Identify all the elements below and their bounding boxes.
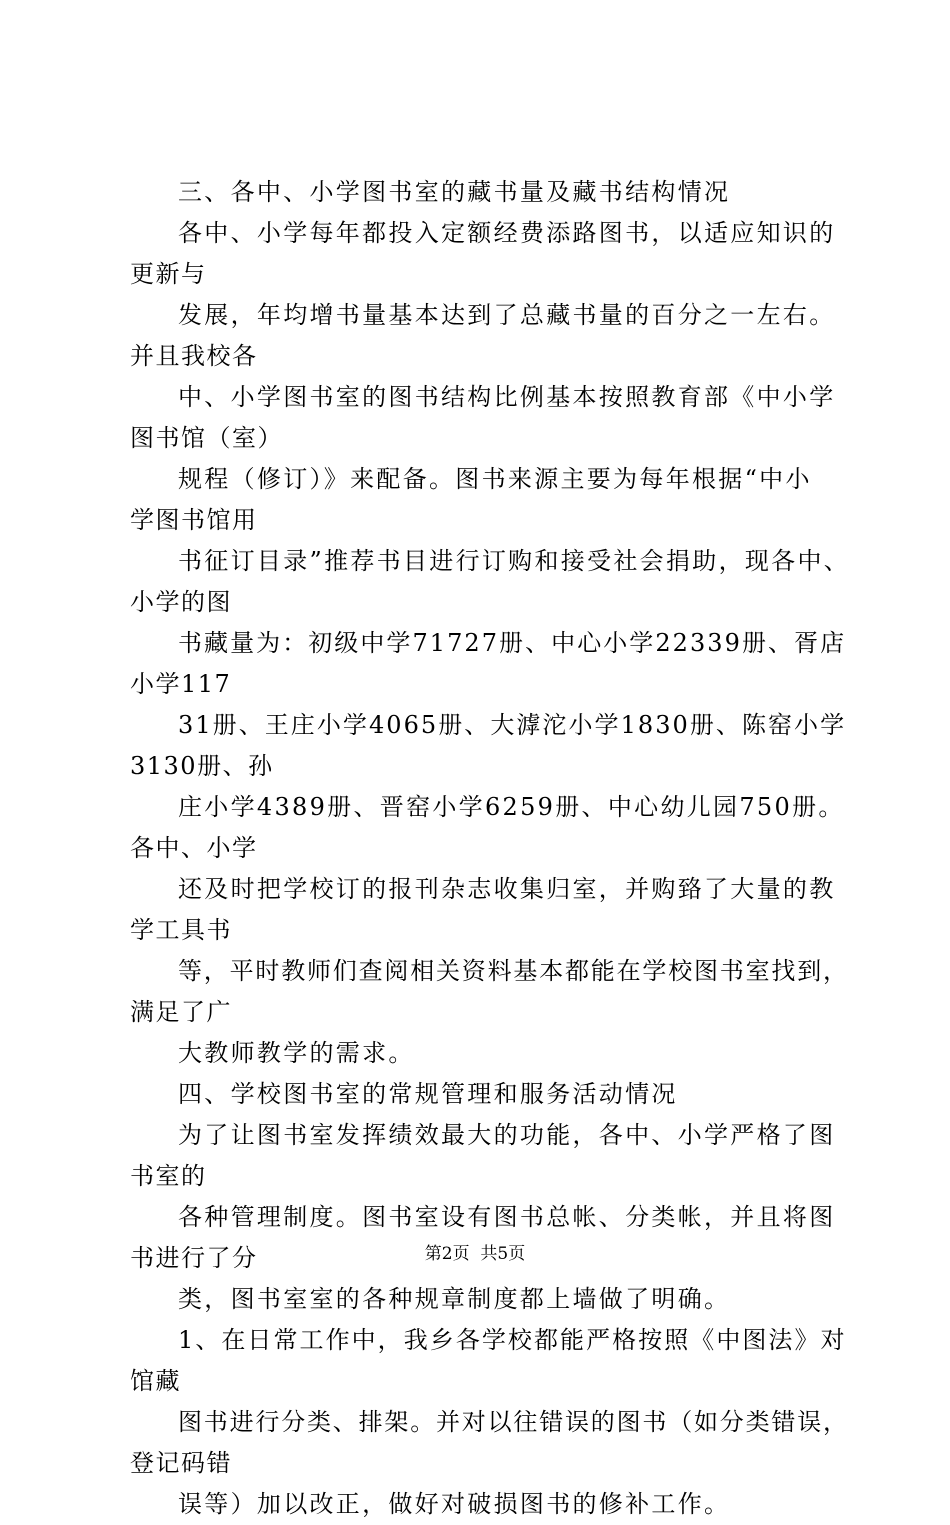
document-line: 各种管理制度。图书室设有图书总帐、分类帐，并且将图	[178, 1203, 836, 1231]
document-line: 书进行了分	[130, 1244, 258, 1272]
document-line: 图书进行分类、排架。并对以往错误的图书（如分类错误，	[178, 1408, 849, 1436]
document-line: 并且我校各	[130, 342, 258, 370]
document-line: 类，图书室室的各种规章制度都上墙做了明确。	[178, 1285, 731, 1313]
document-line: 小学117	[130, 670, 232, 698]
document-line: 登记码错	[130, 1449, 232, 1477]
document-line: 满足了广	[130, 998, 232, 1026]
document-line: 31册、王庄小学4065册、大滹沱小学1830册、陈窑小学	[178, 711, 847, 739]
document-line: 四、学校图书室的常规管理和服务活动情况	[178, 1080, 678, 1108]
document-line: 为了让图书室发挥绩效最大的功能，各中、小学严格了图	[178, 1121, 836, 1149]
document-line: 学工具书	[130, 916, 232, 944]
document-line: 庄小学4389册、晋窑小学6259册、中心幼儿园750册。	[178, 793, 845, 821]
document-line: 学图书馆用	[130, 506, 258, 534]
document-line: 3130册、孙	[130, 752, 274, 780]
document-body	[130, 172, 850, 1525]
document-line: 更新与	[130, 260, 207, 288]
document-line: 发展，年均增书量基本达到了总藏书量的百分之一左右。	[178, 301, 836, 329]
document-line: 1、在日常工作中，我乡各学校都能严格按照《中图法》对	[178, 1326, 847, 1354]
document-line: 误等）加以改正，做好对破损图书的修补工作。	[178, 1490, 731, 1518]
document-line: 大教师教学的需求。	[178, 1039, 415, 1067]
document-line: 图书馆（室）	[130, 424, 283, 452]
document-line: 书征订目录”推荐书目进行订购和接受社会捐助，现各中、	[178, 547, 851, 575]
document-line: 书藏量为：初级中学71727册、中心小学22339册、胥店	[178, 629, 847, 657]
document-line: 馆藏	[130, 1367, 181, 1395]
page-footer: 第2页 共5页	[424, 1244, 526, 1264]
document-line: 等，平时教师们查阅相关资料基本都能在学校图书室找到，	[178, 957, 849, 985]
document-line: 中、小学图书室的图书结构比例基本按照教育部《中小学	[178, 383, 836, 411]
document-line: 小学的图	[130, 588, 232, 616]
document-line: 各中、小学每年都投入定额经费添路图书，以适应知识的	[178, 219, 836, 247]
document-line: 书室的	[130, 1162, 207, 1190]
document-line: 各中、小学	[130, 834, 258, 862]
document-line: 三、各中、小学图书室的藏书量及藏书结构情况	[178, 178, 731, 206]
document-line: 规程（修订）》来配备。图书来源主要为每年根据“中小	[178, 465, 812, 493]
document-line: 还及时把学校订的报刊杂志收集归室，并购臵了大量的教	[178, 875, 836, 903]
